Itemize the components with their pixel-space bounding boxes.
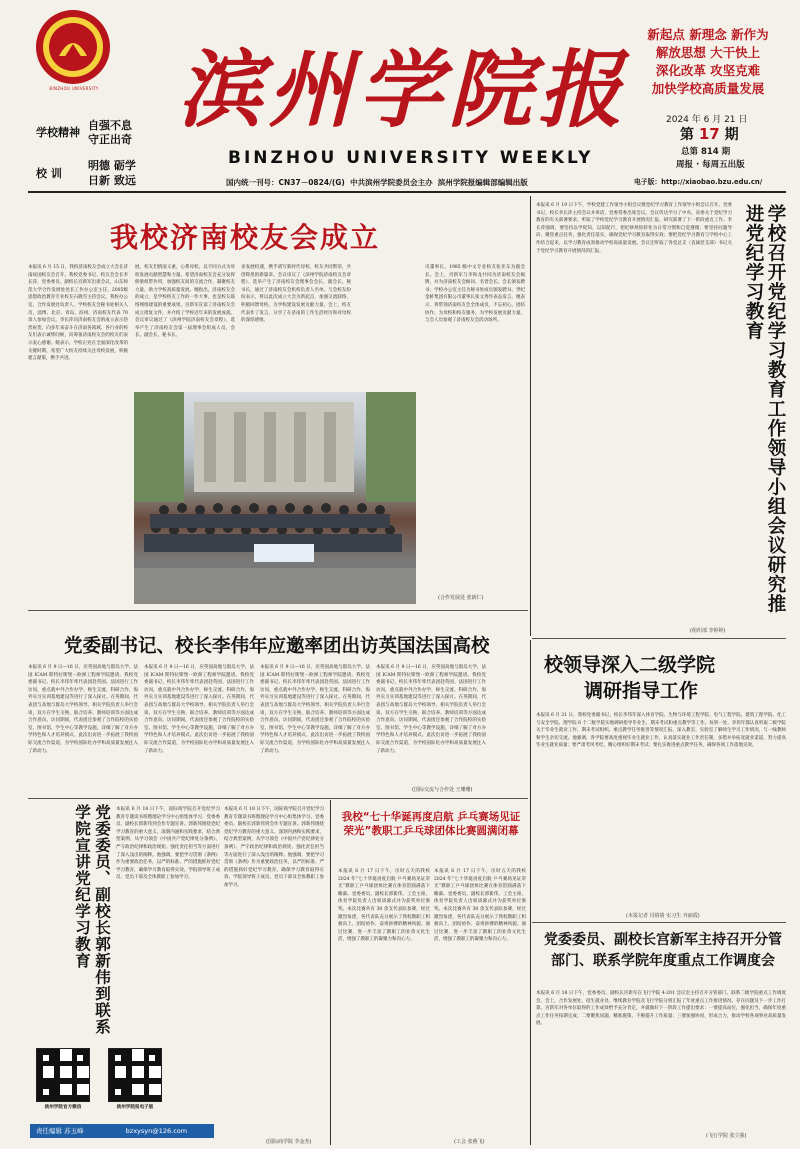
- uk-col-4: 本报讯 6 月 9 日—16 日，应英国高地与群岛大学、法国 ICAM 斯特拉斯堡－欧洲工程师学院邀请，我校党委副书记、校长李伟年率代表团赴英国、法国进行工作访问，重点就中外合作办学、师生交流、科研合作、海外实习实训基地建设等进行了深入探讨。在英期间，代表团与高地与群岛大学校领导、相关学院负责人举行会谈，双方在学生交换、联合培养、教师培训等方面达成合作意向。访问期间，代表团还参观了合作院校的实验室、图书馆、学生中心等教学设施，详细了解了对方办学特色和人才培养模式。此次出访进一步拓展了我校国际交流合作渠道，为学校国际化办学和高质量发展注入了新动力。: [376, 665, 486, 754]
- dept-body: 本报讯 6 月 18 日下午，党委委员、副校长宫新军在飞行学院 4-201 会议室主持召开分管部门、联系二级学院重点工作调度会。会上，合作发展处、招生就业处、继续教育学院及飞行学院分别汇报了年度重点工作推进情况、存在问题及下一步工作打算。宫新军对各单位取得的工作成效给予充分肯定，并就做好下一阶段工作提出要求：一要提高站位，强化担当，确保年度重点工作任务按期完成；二要聚焦问题，精准施策，不断提升工作质量；三要加强协同，形成合力，推动学校各项事业高质量发展。: [536, 991, 786, 1027]
- right-lead-body: 本报讯 6 月 19 日下午，学校党建工作领导小组会议暨党纪学习教育工作领导小组会议召开。党委书记、校长李长萍主持会议并讲话，党委常委出席会议。会议传达学习了中央、省委关于党纪学习教育的有关部署要求，听取了学校党纪学习教育开展情况汇报，研究部署了下一阶段重点工作。李长萍强调，要坚持以学促知、以知促行，把纪律规矩转化为日常习惯和自觉遵循；要坚持问题导向，聚焦重点任务，强化责任落实，确保党纪学习教育取得实效；要把党纪学习教育与学校中心工作结合起来，以学习教育成效推动学校高质量发展。会议还听取了各党总支（直属党支部）书记关于党纪学习教育开展情况的汇报。: [536, 203, 732, 254]
- section-rule: [28, 610, 528, 611]
- qr-module: [155, 1095, 161, 1101]
- uk-headline: 党委副书记、校长李伟年应邀率团出访英国法国高校: [64, 636, 490, 657]
- lead-caption: (合作发展处 张新仁): [438, 595, 484, 601]
- uk-caption: (国际交流与合作处 王珊珊): [412, 787, 473, 793]
- column-rule: [330, 800, 331, 1145]
- column-rule: [530, 196, 531, 636]
- motto-label: 校 训: [36, 167, 62, 180]
- logo-emblem-icon: [34, 8, 112, 86]
- photo-scene-icon: [134, 392, 416, 604]
- inspection-headline-2: 调研指导工作: [584, 680, 699, 702]
- motto-line-2: 日新 致远: [88, 174, 136, 187]
- online-edition: 电子版：http://xiaobao.bzu.edu.cn/: [634, 178, 763, 186]
- uk-col-3: 本报讯 6 月 9 日—16 日，应英国高地与群岛大学、法国 ICAM 斯特拉斯堡－欧洲工程师学院邀请，我校党委副书记、校长李伟年率代表团赴英国、法国进行工作访问，重点就中外合作办学、师生交流、科研合作、海外实习实训基地建设等进行了深入探讨。在英期间，代表团与高地与群岛大学校领导、相关学院负责人举行会谈，双方在学生交换、联合培养、教师培训等方面达成合作意向。访问期间，代表团还参观了合作院校的实验室、图书馆、学生中心等教学设施，详细了解了对方办学特色和人才培养模式。此次出访进一步拓展了我校国际交流合作渠道，为学校国际化办学和高质量发展注入了新动力。: [260, 665, 370, 754]
- slogan-box: [632, 26, 784, 102]
- slogan-line: 深化改革 攻坚克难: [655, 63, 761, 78]
- inspection-headline-1: 校领导深入二级学院: [544, 654, 716, 676]
- sports-body-2: 本报讯 6 月 17 日下午，历时五天的我校 2024 年“七十华诞再度启航 乒乓赛场见证荣光”教职工乒乓球团体比赛在体育馆圆满落下帷幕。党委委员、副校长郭新伟，工会主席、体育学院负责人出席闭幕式并为获奖单位颁奖。本次比赛共有 30 余支代表队参赛，经过激烈角逐，各代表队充分展示了我校教职工积极向上、团结协作、奋勇拼搏的精神风貌。通过比赛，进一步丰富了教职工的业余文化生活，增强了教职工的凝聚力和向心力。: [434, 869, 526, 943]
- newspaper-title: 滨州学院报: [178, 40, 629, 139]
- editor-email: bzxysyn@126.com: [125, 1127, 188, 1135]
- issue-date: 2024 年 6 月 21 日: [666, 115, 748, 125]
- lead-col-3: 多发展机遇，携手谱写新时代母校、校友共同繁荣、共创辉煌的新篇章。会议审议了《滨州学院济南校友会章程》、选举产生了济南校友会理事会会长、副会长、秘书长，通过了济南校友会机构负责人名单。与会校友纷纷表示，将以此次成立大会为新起点，加强交流联络，积极回馈母校，为学校建设发展贡献力量。会上，校友代表作了发言，分享了在济南的工作生活经历和对母校的深厚感情。: [241, 265, 351, 324]
- university-logo: [34, 8, 112, 86]
- theory-body-2: 本报讯 6 月 18 日下午，国际商学院召开党纪学习教育专题读书班暨理论学习中心组集体学习。党委委员、副校长郭新伟到会作专题宣讲。郭新伟围绕党纪学习教育的重大意义、深刻内涵和实践要求，结合典型案例，从学习领会《中国共产党纪律处分条例》、严守政治纪律和政治规矩、强化责任担当等方面进行了深入浅出的阐释。他强调，要把学习贯彻《条例》作为重要政治任务，以严的标准、严的措施抓好党纪学习教育，确保学习教育取得实效。学院领导班子成员、党员干部及全体教职工参加学习。: [224, 807, 324, 888]
- group-photo: [134, 392, 416, 604]
- slogan-line: 加快学校高质量发展: [651, 81, 765, 96]
- spirit-label: 学校精神: [36, 126, 80, 139]
- issue-suffix: 期: [724, 127, 739, 143]
- editor-name: 责任编辑 苏玉峰: [36, 1127, 84, 1135]
- lead-col-1: 本报讯 6 月 15 日，我校济南校友会成立大会在济南故国校友会召开。我校党委书记、校友会会长李长萍，党委委员、副校长宫新军出席会议，山东师范大学合作发展处处长工作办公室主任、2005级思想政治教育专业校友石晓雪主持会议。我校办公室、合作发展处负责人，学校校友会秘书处相关人员，淄博、北京、青岛、滨州、济南校友代表 70 余人参加会议。李长萍向济南校友会的成立表示热烈祝贺，向多年来奋斗在济南各领域、各行业的校友们表示诚挚问候，向筹备济南校友会的校友们表示衷心感谢。她表示，学校正处在全面深化改革的关键时期，希望广大校友持续关注母校发展，积极建言献策，携手共进。: [28, 265, 128, 362]
- qr-code-wechat: [36, 1048, 90, 1102]
- inspection-body: 本报讯 6 月 21 日，我校党委副书记、校长李伟年深入体育学院、生物与环境工程学院、电气工程学院、建筑工程学院、化工与安全学院、理学院 6 个二级学院实地调研指导毕业生、期末考试和重点教学等工作。每到一处，李伟年都认真听取二级学院关于毕业生就业工作、期末考试组织、重点教学任务推进等情况汇报，深入教室、实验室了解师生学习工作情况，与一线教师和学生亲切交流。他强调，各学院要高度重视毕业生就业工作，认真落实就业工作责任制，多措并举拓宽就业渠道，努力提高毕业生就业质量；要严肃考风考纪，精心组织好期末考试；要扎实推进重点教学任务，确保各项工作落地见效。: [536, 713, 786, 749]
- info-bar: 国内统一刊号：CN37－0824/(G) 中共滨州学院委员会主办 滨州学院报编辑部编辑出版: [226, 178, 528, 187]
- column-rule: [530, 640, 531, 1145]
- right-lead-caption: (组织部 李婷婷): [690, 628, 726, 634]
- sports-caption: (工会 张燕飞): [454, 1139, 485, 1145]
- issue-no: 17: [698, 125, 720, 143]
- total-issue: 总第 814 期: [681, 147, 731, 157]
- right-lead-headline: 学校召开党纪学习教育工作领导小组会议研究推进党纪学习教育: [743, 204, 786, 614]
- qr1-label: 滨州学院官方微信: [44, 1105, 82, 1110]
- theory-body: 本报讯 6 月 18 日下午，国际商学院召开党纪学习教育专题读书班暨理论学习中心组集体学习。党委委员、副校长郭新伟到会作专题宣讲。郭新伟围绕党纪学习教育的重大意义、深刻内涵和实践要求，结合典型案例，从学习领会《中国共产党纪律处分条例》、严守政治纪律和政治规矩、强化责任担当等方面进行了深入浅出的阐释。他强调，要把学习贯彻《条例》作为重要政治任务，以严的标准、严的措施抓好党纪学习教育，确保学习教育取得实效。学院领导班子成员、党员干部及全体教职工参加学习。: [116, 807, 220, 881]
- theory-headline: 党委委员、副校长郭新伟到联系学院宣讲党纪学习教育: [73, 804, 111, 1035]
- spirit-line-2: 守正出奇: [88, 133, 132, 146]
- motto-line-1: 明德 砺学: [88, 159, 136, 172]
- section-rule: [532, 638, 786, 639]
- newspaper-subtitle: BINZHOU UNIVERSITY WEEKLY: [228, 148, 594, 168]
- masthead: [0, 0, 800, 190]
- lead-col-2: 展，校友们情深义重，心系母校，以不同方式为母校发展贡献智慧和力量。希望济南校友会充分发挥桥梁纽带作用，加强校友间的交流合作，凝聚校友力量，助力学校高质量发展。她指出，济南校友会的成立，是学校校友工作的一件大事，也是校友联络网络建设的重要成果。宫新军宣读了济南校友会成立批复文件，并介绍了学校近年来的发展成就。会议审议通过了《滨州学院济南校友会章程》，选举产生了济南校友会第一届理事会组成人员，会长、副会长、秘书长。: [135, 265, 235, 339]
- qr-code-e-paper: [108, 1048, 162, 1102]
- inspection-caption: (本报记者 闫倩倩 实习生 齐丽霞): [626, 913, 700, 919]
- slogan-line: 新起点 新理念 新作为: [647, 27, 769, 42]
- section-rule: [532, 922, 786, 923]
- sports-body-1: 本报讯 6 月 17 日下午，历时五天的我校 2024 年“七十华诞再度启航 乒乓赛场见证荣光”教职工乒乓球团体比赛在体育馆圆满落下帷幕。党委委员、副校长郭新伟，工会主席、体育学院负责人出席闭幕式并为获奖单位颁奖。本次比赛共有 30 余支代表队参赛，经过激烈角逐，各代表队充分展示了我校教职工积极向上、团结协作、奋勇拼搏的精神风貌。通过比赛，进一步丰富了教职工的业余文化生活，增强了教职工的凝聚力和向心力。: [338, 869, 430, 943]
- slogan-line: 解放思想 大干快上: [655, 45, 761, 60]
- qr2-label: 滨州学院报电子版: [116, 1105, 154, 1110]
- lead-col-4: 司董事长、1985 级中文专业校友张亚东为副会长。会上，宫新军与李和龙共同为济南校友会揭牌，并为济南校友会顾问、名誉会长、会长颁发聘书；学校办公室主任为秘书处成员颁发聘书。世纪金桥集团有限公司董事长张文秀作表态发言，她表示，将带领济南校友会全体成员，不忘初心，团结协作，为母校和校友服务，为学校发展贡献力量。与会人员参观了济南校友会活动场所。: [425, 265, 525, 324]
- logo-caption: BINZHOU UNIVERSITY: [49, 86, 99, 91]
- spirit-line-1: 自强不息: [88, 119, 132, 132]
- lead-headline: 我校济南校友会成立: [110, 221, 381, 254]
- section-rule: [28, 798, 528, 799]
- issue-prefix: 第: [680, 127, 694, 143]
- frequency: 周报 · 每周五出版: [676, 160, 745, 170]
- dept-caption: (飞行学院 张立强): [706, 1133, 747, 1139]
- masthead-rule: [28, 191, 786, 193]
- qr-module: [83, 1095, 89, 1101]
- uk-col-1: 本报讯 6 月 9 日—16 日，应英国高地与群岛大学、法国 ICAM 斯特拉斯堡－欧洲工程师学院邀请，我校党委副书记、校长李伟年率代表团赴英国、法国进行工作访问，重点就中外合作办学、师生交流、科研合作、海外实习实训基地建设等进行了深入探讨。在英期间，代表团与高地与群岛大学校领导、相关学院负责人举行会谈，双方在学生交换、联合培养、教师培训等方面达成合作意向。访问期间，代表团还参观了合作院校的实验室、图书馆、学生中心等教学设施，详细了解了对方办学特色和人才培养模式。此次出访进一步拓展了我校国际交流合作渠道，为学校国际化办学和高质量发展注入了新动力。: [28, 665, 138, 754]
- editor-bar: [30, 1124, 214, 1138]
- dept-headline: 党委委员、副校长宫新军主持召开分管部门、联系学院年度重点工作调度会: [544, 932, 782, 969]
- issue-number: [680, 124, 739, 144]
- uk-col-2: 本报讯 6 月 9 日—16 日，应英国高地与群岛大学、法国 ICAM 斯特拉斯堡－欧洲工程师学院邀请，我校党委副书记、校长李伟年率代表团赴英国、法国进行工作访问，重点就中外合作办学、师生交流、科研合作、海外实习实训基地建设等进行了深入探讨。在英期间，代表团与高地与群岛大学校领导、相关学院负责人举行会谈，双方在学生交换、联合培养、教师培训等方面达成合作意向。访问期间，代表团还参观了合作院校的实验室、图书馆、学生中心等教学设施，详细了解了对方办学特色和人才培养模式。此次出访进一步拓展了我校国际交流合作渠道，为学校国际化办学和高质量发展注入了新动力。: [144, 665, 254, 754]
- sports-headline: 我校“七十华诞再度启航 乒乓赛场见证荣光”教职工乒乓球团体比赛圆满闭幕: [341, 811, 521, 837]
- theory-caption: (国际商学院 李金杰): [266, 1139, 312, 1145]
